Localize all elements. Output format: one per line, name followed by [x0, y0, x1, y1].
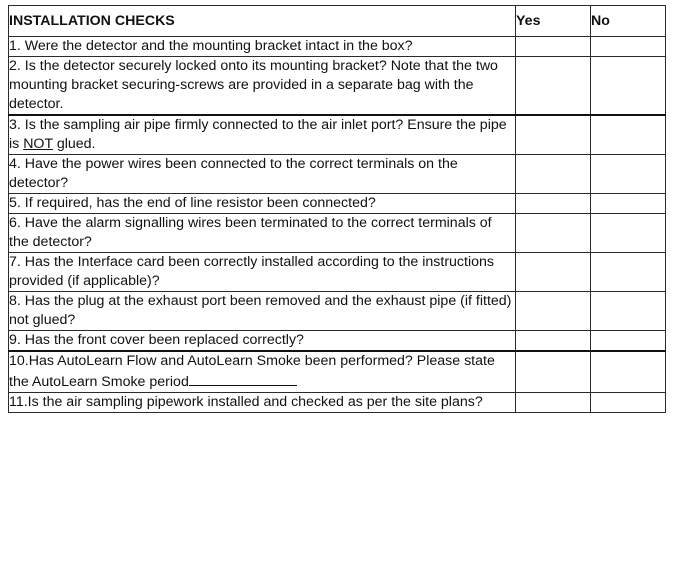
no-checkbox[interactable] [591, 115, 666, 155]
question-text: 4. Have the power wires been connected to the correct terminals on the detector? [9, 155, 516, 194]
no-checkbox[interactable] [591, 351, 666, 393]
table-row [9, 37, 666, 57]
no-checkbox[interactable] [591, 155, 666, 194]
header-row [9, 6, 666, 37]
header-yes: Yes [516, 6, 591, 37]
question-text: 5. If required, has the end of line resistor been connected? [9, 194, 516, 214]
yes-checkbox[interactable] [516, 292, 591, 331]
no-checkbox[interactable] [591, 57, 666, 116]
no-checkbox[interactable] [591, 292, 666, 331]
question-text-part: 10.Has AutoLearn Flow and AutoLearn Smoke been performed? Please state the AutoLearn Smoke period [9, 353, 495, 390]
yes-checkbox[interactable] [516, 115, 591, 155]
table-row [9, 115, 666, 155]
table-row [9, 292, 666, 331]
yes-checkbox[interactable] [516, 37, 591, 57]
table-row [9, 57, 666, 116]
installation-checks-table [8, 5, 666, 413]
no-checkbox[interactable] [591, 331, 666, 352]
no-checkbox[interactable] [591, 214, 666, 253]
yes-checkbox[interactable] [516, 253, 591, 292]
table-row [9, 214, 666, 253]
table-row [9, 194, 666, 214]
yes-checkbox[interactable] [516, 194, 591, 214]
table-row [9, 351, 666, 393]
header-no: No [591, 6, 666, 37]
question-text: 11.Is the air sampling pipework installed and checked as per the site plans? [9, 393, 516, 413]
question-text [9, 351, 516, 393]
table-row [9, 331, 666, 352]
no-checkbox[interactable] [591, 37, 666, 57]
question-text [9, 115, 516, 155]
question-text: 6. Have the alarm signalling wires been terminated to the correct terminals of the detector? [9, 214, 516, 253]
yes-checkbox[interactable] [516, 155, 591, 194]
table-row [9, 393, 666, 413]
question-text: 1. Were the detector and the mounting bracket intact in the box? [9, 37, 516, 57]
question-text-part: 3. Is the sampling air pipe firmly connected to the air inlet port? Ensure the pipe is [9, 117, 507, 152]
yes-checkbox[interactable] [516, 351, 591, 393]
autolearn-smoke-period-blank[interactable] [189, 371, 297, 386]
yes-checkbox[interactable] [516, 57, 591, 116]
header-installation-checks: INSTALLATION CHECKS [9, 6, 516, 37]
no-checkbox[interactable] [591, 194, 666, 214]
question-text: 7. Has the Interface card been correctly installed according to the instructions provided (if applicable)? [9, 253, 516, 292]
question-text-part: glued. [52, 136, 96, 152]
yes-checkbox[interactable] [516, 214, 591, 253]
table-row [9, 155, 666, 194]
table-row [9, 253, 666, 292]
yes-checkbox[interactable] [516, 331, 591, 352]
question-text: 2. Is the detector securely locked onto its mounting bracket? Note that the two mounting bracket securing-screws are provided in a separate bag with the detector. [9, 57, 516, 116]
emphasis-not: NOT [23, 136, 53, 152]
question-text: 8. Has the plug at the exhaust port been removed and the exhaust pipe (if fitted) not glued? [9, 292, 516, 331]
no-checkbox[interactable] [591, 253, 666, 292]
no-checkbox[interactable] [591, 393, 666, 413]
yes-checkbox[interactable] [516, 393, 591, 413]
question-text: 9. Has the front cover been replaced correctly? [9, 331, 516, 352]
